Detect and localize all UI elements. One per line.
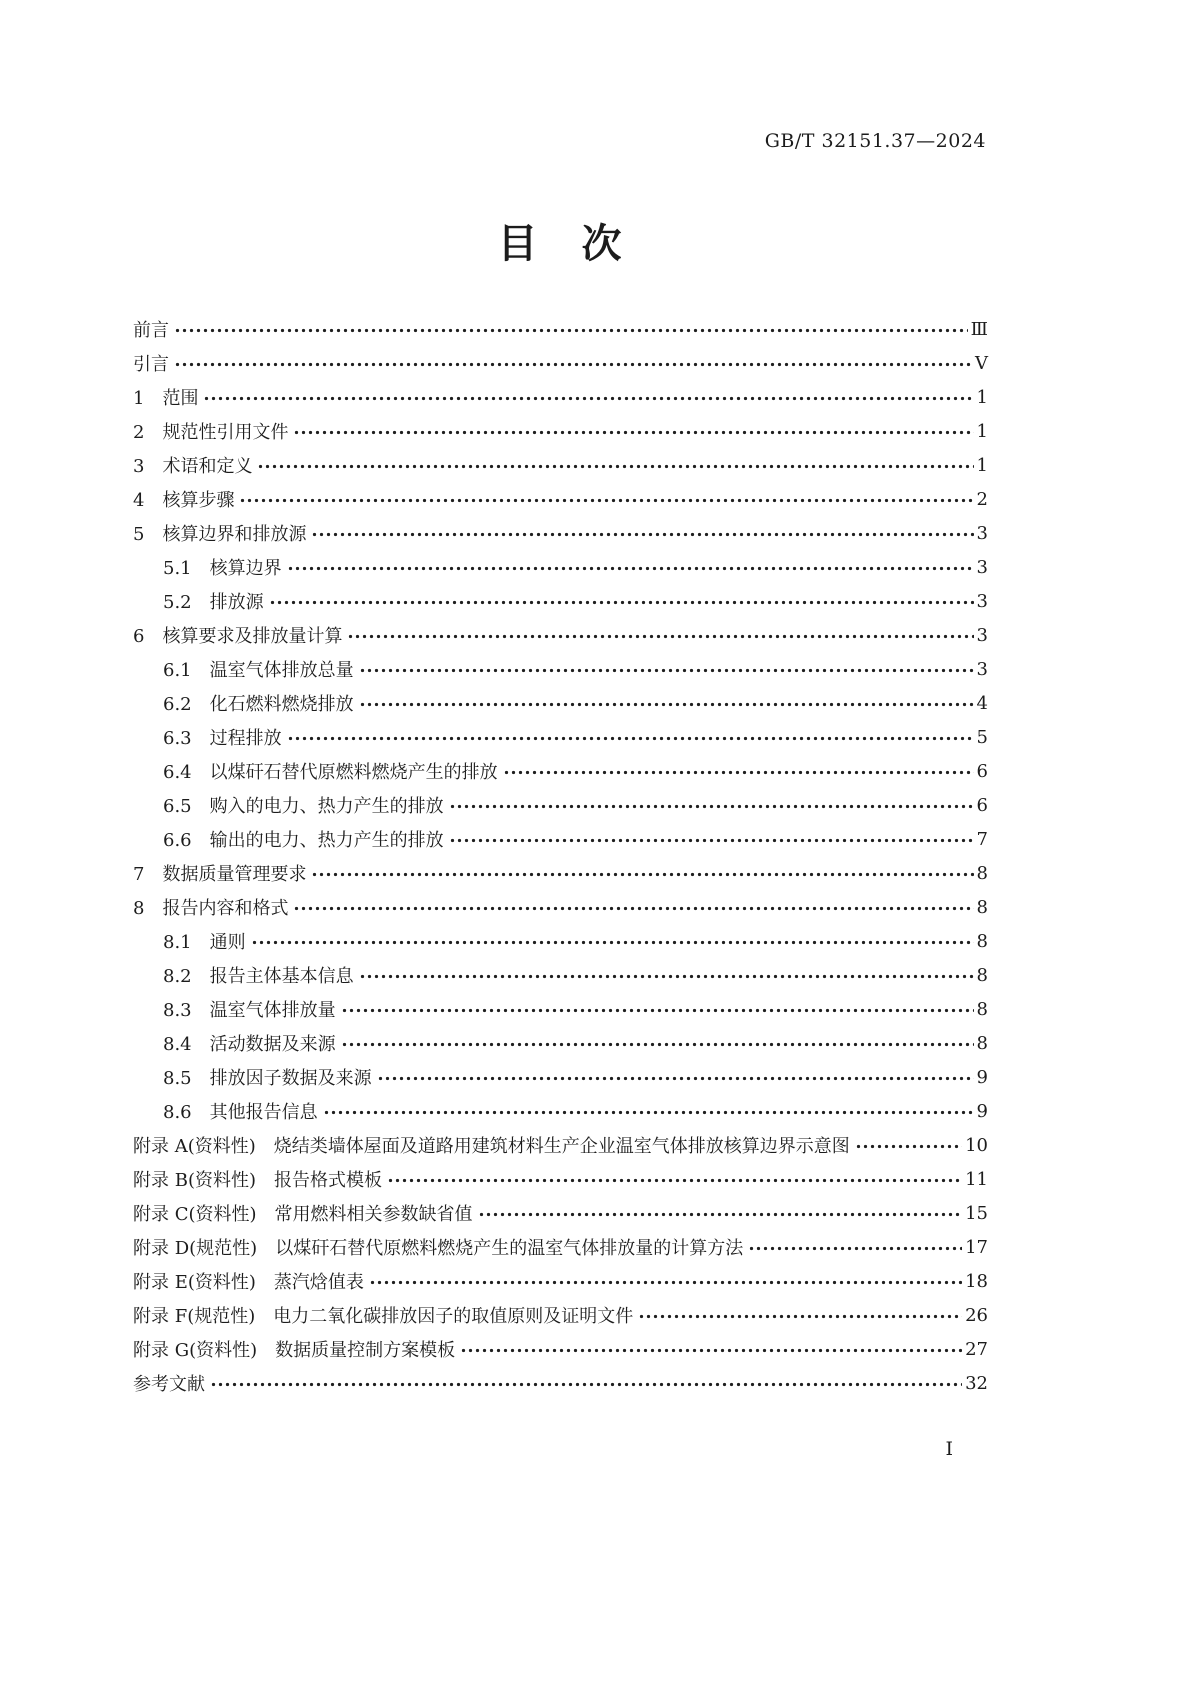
toc-page-number: 2 bbox=[976, 488, 988, 510]
toc-leader-dots bbox=[369, 1272, 962, 1290]
toc-page-number: 8 bbox=[976, 1032, 988, 1054]
toc-entry-label: 8.2 报告主体基本信息 bbox=[163, 966, 354, 987]
toc-entry-label: 8 报告内容和格式 bbox=[133, 898, 289, 919]
toc-entry-label: 6.5 购入的电力、热力产生的排放 bbox=[163, 796, 444, 817]
toc-entry-label: 附录 E(资料性) 蒸汽焓值表 bbox=[133, 1272, 364, 1293]
toc-leader-dots bbox=[323, 1102, 974, 1120]
toc-leader-dots bbox=[287, 728, 974, 746]
toc-page-number: 8 bbox=[976, 998, 988, 1020]
toc-row bbox=[133, 720, 988, 754]
toc-entry-label: 6.2 化石燃料燃烧排放 bbox=[163, 694, 354, 715]
toc-page-number: 27 bbox=[965, 1338, 988, 1360]
title-wrap bbox=[133, 212, 988, 269]
toc-row bbox=[133, 1162, 988, 1196]
toc-page-number: 4 bbox=[976, 692, 988, 714]
toc-leader-dots bbox=[449, 830, 974, 848]
toc-entry-label: 8.1 通则 bbox=[163, 932, 246, 953]
toc-row bbox=[133, 652, 988, 686]
toc-entry-label: 5 核算边界和排放源 bbox=[133, 524, 307, 545]
toc-leader-dots bbox=[174, 354, 972, 372]
toc-leader-dots bbox=[210, 1374, 962, 1392]
toc-row bbox=[133, 924, 988, 958]
toc-entry-label: 8.5 排放因子数据及来源 bbox=[163, 1068, 372, 1089]
toc-row bbox=[133, 1060, 988, 1094]
toc-page-number: 10 bbox=[965, 1134, 988, 1156]
toc-page-number: 9 bbox=[976, 1100, 988, 1122]
toc-row bbox=[133, 856, 988, 890]
toc-leader-dots bbox=[449, 796, 974, 814]
toc-page-number: 1 bbox=[976, 454, 988, 476]
toc-entry-label: 8.3 温室气体排放量 bbox=[163, 1000, 336, 1021]
toc-leader-dots bbox=[293, 898, 973, 916]
toc-row bbox=[133, 890, 988, 924]
toc-entry-label: 8.6 其他报告信息 bbox=[163, 1102, 318, 1123]
toc-row bbox=[133, 550, 988, 584]
toc-page-number: 11 bbox=[965, 1168, 988, 1190]
toc-row bbox=[133, 414, 988, 448]
toc-row bbox=[133, 482, 988, 516]
toc-page-number: 7 bbox=[976, 828, 988, 850]
toc-row bbox=[133, 754, 988, 788]
toc-entry-label: 4 核算步骤 bbox=[133, 490, 235, 511]
toc-page-number: 8 bbox=[976, 896, 988, 918]
toc-leader-dots bbox=[293, 422, 973, 440]
toc-row bbox=[133, 958, 988, 992]
toc-entry-label: 5.1 核算边界 bbox=[163, 558, 282, 579]
toc-row bbox=[133, 1094, 988, 1128]
toc-leader-dots bbox=[748, 1238, 962, 1256]
toc-row bbox=[133, 822, 988, 856]
toc-page-number: 15 bbox=[965, 1202, 988, 1224]
toc-leader-dots bbox=[387, 1170, 962, 1188]
toc-leader-dots bbox=[359, 660, 974, 678]
toc-entry-label: 6.6 输出的电力、热力产生的排放 bbox=[163, 830, 444, 851]
toc-entry-label: 附录 F(规范性) 电力二氧化碳排放因子的取值原则及证明文件 bbox=[133, 1306, 634, 1327]
toc-entry-label: 6 核算要求及排放量计算 bbox=[133, 626, 343, 647]
toc-row bbox=[133, 1128, 988, 1162]
toc-row bbox=[133, 346, 988, 380]
toc-row bbox=[133, 1230, 988, 1264]
toc-leader-dots bbox=[503, 762, 974, 780]
toc-leader-dots bbox=[478, 1204, 963, 1222]
toc-row bbox=[133, 516, 988, 550]
toc-entry-label: 6.1 温室气体排放总量 bbox=[163, 660, 354, 681]
toc-row bbox=[133, 1366, 988, 1400]
toc-entry-label: 7 数据质量管理要求 bbox=[133, 864, 307, 885]
toc-entry-label: 6.4 以煤矸石替代原燃料燃烧产生的排放 bbox=[163, 762, 498, 783]
toc-leader-dots bbox=[855, 1136, 962, 1154]
toc-entry-label: 前言 bbox=[133, 320, 169, 341]
toc-leader-dots bbox=[311, 864, 973, 882]
toc-entry-label: 附录 D(规范性) 以煤矸石替代原燃料燃烧产生的温室气体排放量的计算方法 bbox=[133, 1238, 744, 1259]
toc-page-number: 3 bbox=[976, 590, 988, 612]
toc-entry-label: 引言 bbox=[133, 354, 169, 375]
toc-page-number: 3 bbox=[976, 522, 988, 544]
toc-row bbox=[133, 992, 988, 1026]
toc-page-number: 32 bbox=[965, 1372, 988, 1394]
toc-page-number: 1 bbox=[976, 420, 988, 442]
toc-leader-dots bbox=[257, 456, 973, 474]
toc-leader-dots bbox=[347, 626, 973, 644]
toc-leader-dots bbox=[377, 1068, 974, 1086]
toc-page-number: 3 bbox=[976, 556, 988, 578]
toc-entry-label: 1 范围 bbox=[133, 388, 199, 409]
toc-page-number: 6 bbox=[976, 760, 988, 782]
toc-row bbox=[133, 1264, 988, 1298]
toc-page-number: 9 bbox=[976, 1066, 988, 1088]
toc-row bbox=[133, 1298, 988, 1332]
toc-page-number: 1 bbox=[976, 386, 988, 408]
toc-entry-label: 5.2 排放源 bbox=[163, 592, 264, 613]
toc-leader-dots bbox=[251, 932, 974, 950]
toc-page-number: 5 bbox=[976, 726, 988, 748]
toc-page-number: 26 bbox=[965, 1304, 988, 1326]
toc-leader-dots bbox=[311, 524, 973, 542]
toc-entry-label: 3 术语和定义 bbox=[133, 456, 253, 477]
toc-entry-label: 8.4 活动数据及来源 bbox=[163, 1034, 336, 1055]
toc-leader-dots bbox=[341, 1034, 974, 1052]
toc-leader-dots bbox=[287, 558, 974, 576]
toc-entry-label: 附录 A(资料性) 烧结类墙体屋面及道路用建筑材料生产企业温室气体排放核算边界示意图 bbox=[133, 1136, 850, 1157]
toc-page-number: 6 bbox=[976, 794, 988, 816]
toc-leader-dots bbox=[638, 1306, 962, 1324]
toc-row bbox=[133, 686, 988, 720]
toc-entry-label: 附录 G(资料性) 数据质量控制方案模板 bbox=[133, 1340, 456, 1361]
toc-row bbox=[133, 380, 988, 414]
toc-page-number: 18 bbox=[965, 1270, 988, 1292]
toc-row bbox=[133, 1026, 988, 1060]
toc-leader-dots bbox=[341, 1000, 974, 1018]
toc-entry-label: 6.3 过程排放 bbox=[163, 728, 282, 749]
toc-page-number: 17 bbox=[965, 1236, 988, 1258]
toc-page-number: 8 bbox=[976, 964, 988, 986]
toc-row bbox=[133, 312, 988, 346]
toc-leader-dots bbox=[203, 388, 973, 406]
toc-entry-label: 附录 C(资料性) 常用燃料相关参数缺省值 bbox=[133, 1204, 473, 1225]
toc-leader-dots bbox=[359, 694, 974, 712]
toc-entry-label: 附录 B(资料性) 报告格式模板 bbox=[133, 1170, 382, 1191]
standard-code: GB/T 32151.37—2024 bbox=[764, 130, 986, 152]
toc-leader-dots bbox=[359, 966, 974, 984]
toc-page-number: Ⅲ bbox=[970, 318, 988, 340]
toc-leader-dots bbox=[460, 1340, 962, 1358]
toc-row bbox=[133, 584, 988, 618]
toc-leader-dots bbox=[174, 320, 968, 338]
toc-entry-label: 参考文献 bbox=[133, 1374, 205, 1395]
toc-list bbox=[133, 312, 988, 1400]
toc-page-number: 8 bbox=[976, 930, 988, 952]
page-title: 目 次 bbox=[497, 220, 624, 267]
toc-row bbox=[133, 1332, 988, 1366]
toc-row bbox=[133, 618, 988, 652]
toc-page-number: 8 bbox=[976, 862, 988, 884]
toc-page-number: Ⅴ bbox=[975, 352, 988, 374]
toc-entry-label: 2 规范性引用文件 bbox=[133, 422, 289, 443]
toc-row bbox=[133, 448, 988, 482]
toc-page-number: 3 bbox=[976, 624, 988, 646]
toc-leader-dots bbox=[239, 490, 973, 508]
toc-row bbox=[133, 1196, 988, 1230]
toc-leader-dots bbox=[269, 592, 974, 610]
footer-page-number: Ⅰ bbox=[945, 1438, 953, 1460]
toc-row bbox=[133, 788, 988, 822]
toc-page-number: 3 bbox=[976, 658, 988, 680]
